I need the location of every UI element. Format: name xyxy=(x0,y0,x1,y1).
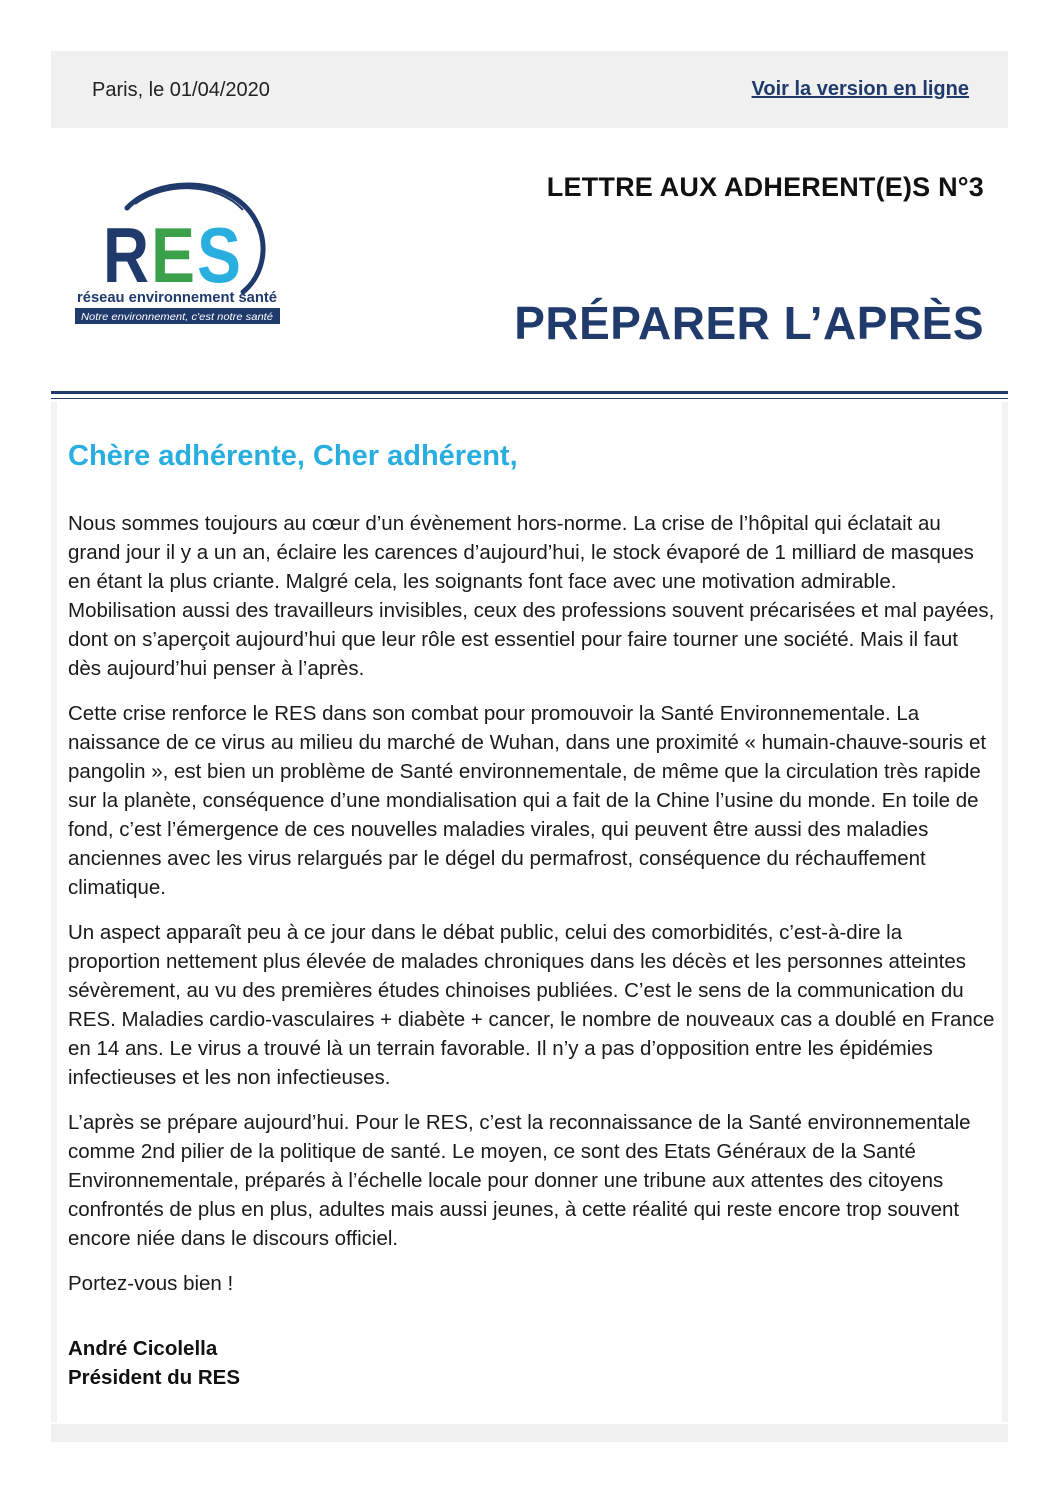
header-bar xyxy=(51,51,1008,128)
res-logo xyxy=(75,180,280,330)
svg-text:R: R xyxy=(103,211,149,299)
view-online-link[interactable]: Voir la version en ligne xyxy=(751,78,969,100)
left-gutter xyxy=(51,402,57,1422)
logo-name: réseau environnement santé xyxy=(77,289,277,306)
paragraph: Nous sommes toujours au cœur d’un évènement hors-norme. La crise de l’hôpital qui éclatait au grand jour il y a un an, éclaire les carences d’aujourd’hui, le stock évaporé de 1 milliard de masques en étant la plus criante. Malgré cela, les soignants font face avec une motivation admirable. Mobilisation aussi des travailleurs invisibles, ceux des professions souvent précarisées et mal payées, dont on s’aperçoit aujourd’hui que leur rôle est essentiel pour faire tourner une société. Mais il faut dès aujourd’hui penser à l’après. xyxy=(68,512,995,680)
closing-line: Portez-vous bien ! xyxy=(68,1272,234,1295)
greeting: Chère adhérente, Cher adhérent, xyxy=(68,440,518,472)
newsletter-header xyxy=(51,128,1008,390)
footer-bar xyxy=(51,1424,1008,1442)
paragraph: Un aspect apparaît peu à ce jour dans le débat public, celui des comorbidités, c’est-à-dire la proportion nettement plus élevée de malades chroniques dans les décès et les personnes atteintes sévèrement, au vu des premières études chinoises publiées. C’est le sens de la communication du RES. Maladies cardio-vasculaires + diabète + cancer, le nombre de nouveaux cas a doublé en France en 14 ans. Le virus a trouvé là un terrain favorable. Il n’y a pas d’opposition entre les épidémies infectieuses et les non infectieuses. xyxy=(68,921,995,1089)
paragraph: L’après se prépare aujourd’hui. Pour le RES, c’est la reconnaissance de la Santé environnementale comme 2nd pilier de la politique de santé. Le moyen, ce sont des Etats Généraux de la Santé Environnementale, préparés à l’échelle locale pour donner une tribune aux attentes des citoyens confrontés de plus en plus, adultes mais aussi jeunes, à cette réalité qui reste encore trop souvent encore niée dans le discours officiel. xyxy=(68,1111,971,1250)
svg-text:E: E xyxy=(151,211,195,299)
main-title: PRÉPARER L’APRÈS xyxy=(514,297,984,349)
letter-date: Paris, le 01/04/2020 xyxy=(92,79,270,101)
svg-text:S: S xyxy=(197,211,241,299)
logo-tagline: Notre environnement, c'est notre santé xyxy=(81,311,274,323)
signature-title: Président du RES xyxy=(68,1366,241,1389)
header-divider xyxy=(51,391,1008,394)
paragraph: Cette crise renforce le RES dans son combat pour promouvoir la Santé Environnementale. La naissance de ce virus au milieu du marché de Wuhan, dans une proximité « humain-chauve-souris et pangolin », est bien un problème de Santé environnementale, de même que la circulation très rapide sur la planète, conséquence d’une mondialisation qui a fait de la Chine l’usine du monde. En toile de fond, c’est l’émergence de ces nouvelles maladies virales, qui peuvent être aussi des maladies anciennes avec les virus relargués par le dégel du permafrost, conséquence du réchauffement climatique. xyxy=(68,702,987,899)
header-divider-thin xyxy=(51,398,1008,399)
right-gutter xyxy=(1002,402,1008,1422)
signature-name: André Cicolella xyxy=(68,1337,218,1360)
issue-title: LETTRE AUX ADHERENT(E)S N°3 xyxy=(546,172,984,202)
letter-body xyxy=(68,440,996,1392)
